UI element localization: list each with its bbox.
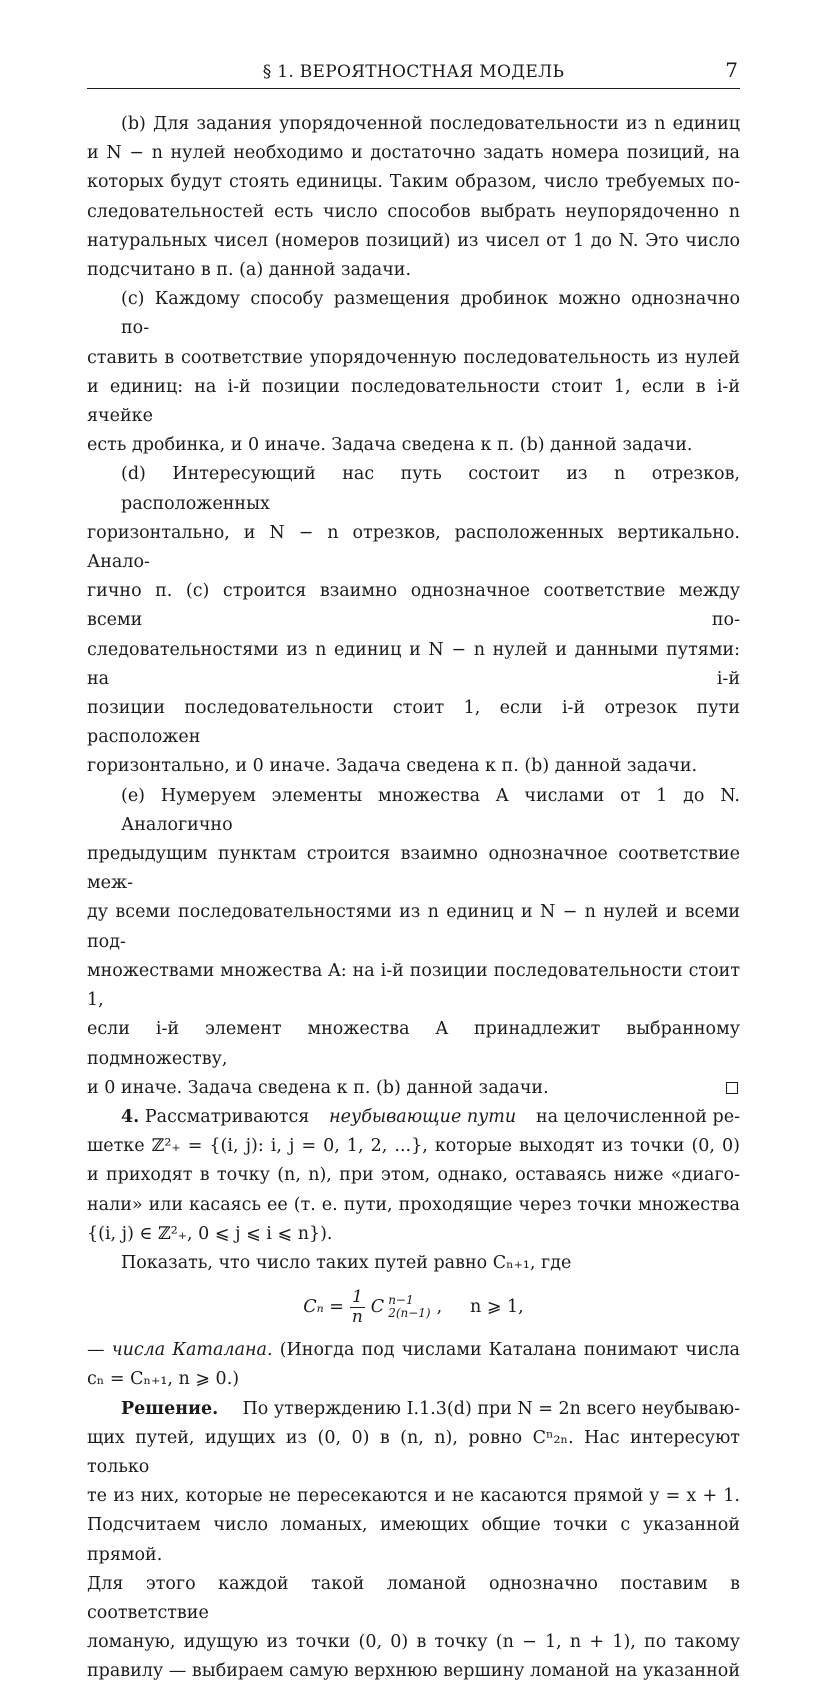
text-line: следовательностями из n единиц и N − n нулей и данными путями: на i-й [87,639,740,689]
text-line-content: По утверждению I.1.3(d) при N = 2n всего неубываю- [242,1398,740,1419]
term-nondecreasing-paths: неубывающие пути [329,1106,517,1127]
text-line: есть дробинка, и 0 иначе. Задача сведена к п. (b) данной задачи. [87,435,693,456]
binomial-symbol: C [370,1296,385,1317]
page-body [87,110,740,1687]
text-line: позиции последовательности стоит 1, если i-й отрезок пути расположен [87,698,740,748]
text-line [87,1074,740,1103]
text-line: те из них, которые не пересекаются и не касаются прямой y = x + 1. [87,1486,740,1507]
running-title: § 1. ВЕРОЯТНОСТНАЯ МОДЕЛЬ [262,62,565,82]
text-line: щих путей, идущих из (0, 0) в (n, n), ровно Cⁿ₂ₙ. Нас интересуют только [87,1427,740,1477]
problem-text-tail: на целочисленной ре- [536,1106,740,1127]
text-line: ду всеми последовательностями из n единиц и N − n нулей и всеми под- [87,902,740,952]
text-line: (b) Для задания упорядоченной последовательности из n единиц [121,114,740,134]
paragraph-e [87,782,740,1103]
text-line: Для этого каждой такой ломаной однозначно поставим в соответствие [87,1573,740,1623]
text-line: гично п. (c) строится взаимно однозначное соответствие между всеми по- [87,581,740,631]
text-line-tail: (Иногда под числами Каталана понимают числа [272,1340,740,1361]
text-line: нали» или касаясь ее (т. е. пути, проходящие через точки множества [87,1194,740,1215]
solution [87,1395,740,1687]
paragraph-c [87,285,740,460]
formula-lhs: Cₙ = [303,1296,344,1317]
text-line: и единиц: на i-й позиции последовательности стоит 1, если в i-й ячейке [87,376,740,427]
problem-intro: Рассматриваются [144,1106,310,1127]
text-line: следовательностей есть число способов выбрать неупорядоченно n [87,201,740,222]
fraction-numerator: 1 [351,1286,363,1307]
text-line: {(i, j) ∈ ℤ²₊, 0 ⩽ j ⩽ i ⩽ n}). [87,1223,333,1244]
text-line: и приходят в точку (n, n), при этом, однако, оставаясь ниже «диаго- [87,1165,740,1186]
binomial-subscript: 2(n−1) [388,1306,431,1321]
page-number: 7 [725,58,738,82]
text-line: (e) Нумеруем элементы множества A числами от 1 до N. Аналогично [121,785,740,835]
text-line: Подсчитаем число ломаных, имеющих общие точки с указанной прямой. [87,1515,740,1565]
text-line: множествами множества A: на i-й позиции последовательности стоит 1, [87,960,740,1011]
text-line: и N − n нулей необходимо и достаточно задать номера позиций, на [87,143,740,164]
text-line: если i-й элемент множества A принадлежит выбранному подмножеству, [87,1019,740,1069]
paragraph-d [87,460,740,781]
text-line: Показать, что число таких путей равно Cₙ₊₁, где [121,1252,572,1273]
text-line: (c) Каждому способу размещения дробинок можно однозначно по- [121,289,740,339]
catalan-formula [87,1278,740,1336]
text-line: cₙ = Cₙ₊₁, n ⩾ 0.) [87,1369,240,1390]
text-line: горизонтально, и 0 иначе. Задача сведена к п. (b) данной задачи. [87,756,698,777]
fraction-denominator: n [351,1306,363,1327]
text-line: натуральных чисел (номеров позиций) из чисел от 1 до N. Это число [87,230,740,251]
text-line: предыдущим пунктам строится взаимно однозначное соответствие меж- [87,844,740,894]
problem-4 [87,1103,740,1395]
binomial-indices [388,1294,430,1320]
text-line: ставить в соответствие упорядоченную последовательность из нулей [87,347,740,368]
paragraph-b [87,110,740,285]
dash: — [87,1340,112,1361]
formula-body [303,1288,524,1327]
text-line: шетке ℤ²₊ = {(i, j): i, j = 0, 1, 2, ...}, которые выходят из точки (0, 0) [87,1136,740,1157]
text-line [87,1336,740,1365]
binomial-superscript: n−1 [388,1293,414,1308]
problem-number: 4. [121,1106,140,1127]
problem-text [121,1103,309,1132]
text-line: (d) Интересующий нас путь состоит из n отрезков, расположенных [121,464,740,514]
formula-rhs: , n ⩾ 1, [436,1296,524,1317]
qed-square-icon [726,1082,738,1094]
running-header [87,58,740,89]
solution-label: Решение. [121,1398,219,1419]
term-catalan-numbers: числа Каталана. [111,1340,273,1361]
text-line: подсчитано в п. (a) данной задачи. [87,260,412,281]
text-line: горизонтально, и N − n отрезков, расположенных вертикально. Анало- [87,522,740,573]
text-line [87,1103,740,1132]
text-line: которых будут стоять единицы. Таким образом, число требуемых по- [87,172,740,193]
text-line: правилу — выбираем самую верхнюю вершину ломаной на указанной [87,1661,740,1682]
fraction [350,1288,365,1327]
text-line: ломаную, идущую из точки (0, 0) в точку (n − 1, n + 1), по такому [87,1632,740,1653]
text-line-content: и 0 иначе. Задача сведена к п. (b) данной задачи. [87,1077,549,1098]
text-line [87,1395,740,1424]
